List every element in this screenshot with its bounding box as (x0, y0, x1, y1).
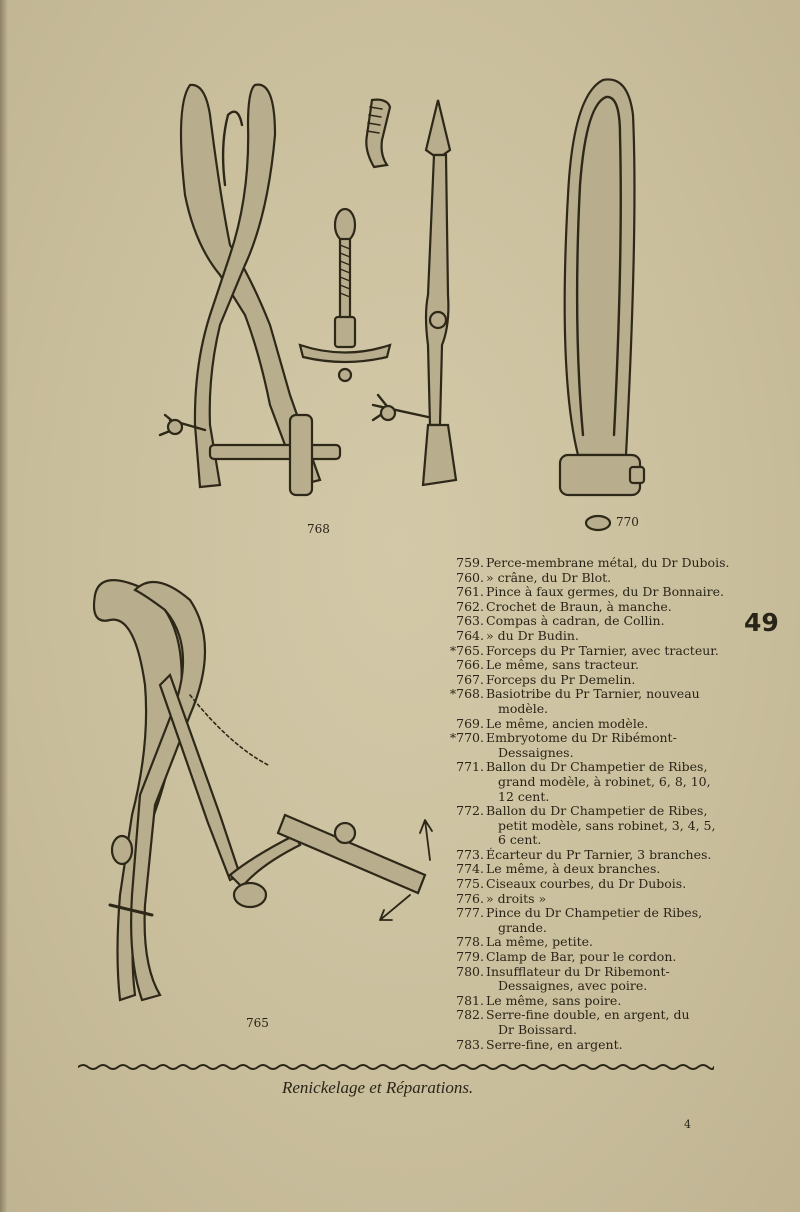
entry-number: 766. (456, 657, 484, 673)
catalog-entry (440, 717, 740, 732)
catalog-entry (440, 600, 740, 615)
entry-continuation: grand modèle, à robinet, 6, 8, 10, (498, 773, 711, 789)
page-spine-shadow (0, 0, 8, 1212)
catalog-entry (440, 556, 740, 571)
entry-number: 772. (456, 803, 484, 819)
catalog-entry (440, 848, 740, 863)
entry-number: 782. (456, 1007, 484, 1023)
catalog-entry (440, 585, 740, 600)
entry-text: » crâne, du Dr Blot. (486, 569, 612, 585)
entry-text: Le même, ancien modèle. (486, 715, 649, 731)
entry-number: 769. (456, 715, 484, 731)
entry-number: 779. (456, 949, 484, 965)
catalog-entry (440, 892, 740, 907)
entry-text: » du Dr Budin. (486, 627, 579, 643)
entry-continuation: petit modèle, sans robinet, 3, 4, 5, (498, 817, 716, 833)
footer-title: Renickelage et Réparations. (282, 1078, 474, 1097)
entry-number: *765. (449, 642, 484, 658)
entry-continuation: 12 cent. (498, 788, 550, 804)
catalog-entry (440, 629, 740, 644)
catalog-entry (440, 687, 740, 716)
entry-number: 775. (456, 876, 484, 892)
entry-continuation: grande. (498, 919, 547, 935)
entry-text: Compas à cadran, de Collin. (486, 613, 665, 629)
catalog-entry (440, 877, 740, 892)
entry-number: 762. (456, 598, 484, 614)
folio-number: 4 (684, 1118, 691, 1131)
entry-text: Le même, sans poire. (486, 992, 622, 1008)
entry-text: Ciseaux courbes, du Dr Dubois. (486, 876, 687, 892)
catalog-entry (440, 935, 740, 950)
wavy-divider-rule (78, 1060, 714, 1074)
catalog-entry (440, 571, 740, 586)
entry-continuation: 6 cent. (498, 832, 542, 848)
entry-text: Le même, à deux branches. (486, 861, 661, 877)
entry-text: Basiotribe du Pr Tarnier, nouveau (486, 686, 700, 702)
entry-number: 760. (456, 569, 484, 585)
entry-number: *770. (449, 730, 484, 746)
entry-text: Le même, sans tracteur. (486, 657, 639, 673)
entry-number: 781. (456, 992, 484, 1008)
catalog-entry (440, 731, 740, 760)
entry-continuation: Dr Boissard. (498, 1022, 577, 1037)
catalog-entry (440, 950, 740, 965)
entry-number: 783. (456, 1036, 484, 1052)
catalog-entry (440, 673, 740, 688)
catalog-entry (440, 1038, 740, 1053)
entry-continuation: Dessaignes, avec poire. (498, 978, 648, 994)
entry-text: Ballon du Dr Champetier de Ribes, (486, 803, 708, 819)
entry-text: Insufflateur du Dr Ribemont- (486, 963, 670, 979)
figure-label-770: 770 (616, 515, 639, 529)
entry-number: 761. (456, 584, 484, 600)
catalog-entry (440, 1008, 740, 1037)
entry-text: » droits » (486, 890, 547, 906)
entry-text: Serre-fine double, en argent, du (486, 1007, 690, 1023)
catalog-entry (440, 994, 740, 1009)
entry-text: Pince du Dr Champetier de Ribes, (486, 905, 703, 921)
entry-text: Écarteur du Pr Tarnier, 3 branches. (486, 846, 712, 862)
catalog-entry (440, 760, 740, 804)
entry-number: *768. (449, 686, 484, 702)
catalog-entry (440, 804, 740, 848)
entry-text: Ballon du Dr Champetier de Ribes, (486, 759, 708, 775)
entry-continuation: modèle. (498, 700, 549, 716)
embryotome-illustration (548, 75, 648, 535)
entry-number: 763. (456, 613, 484, 629)
catalog-entry (440, 906, 740, 935)
catalog-entry (440, 614, 740, 629)
perforator-illustration (368, 95, 478, 495)
entry-number: 773. (456, 846, 484, 862)
catalog-entry-list (440, 556, 740, 1052)
catalog-entry (440, 862, 740, 877)
entry-number: 776. (456, 890, 484, 906)
entry-text: Crochet de Braun, à manche. (486, 598, 672, 614)
entry-text: Forceps du Pr Demelin. (486, 671, 636, 687)
entry-number: 764. (456, 627, 484, 643)
entry-text: Forceps du Pr Tarnier, avec tracteur. (486, 642, 719, 658)
figure-label-765: 765 (246, 1016, 269, 1030)
section-number: 49 (744, 608, 779, 637)
catalog-entry (440, 965, 740, 994)
entry-continuation: Dessaignes. (498, 744, 574, 760)
entry-number: 767. (456, 671, 484, 687)
entry-number: 759. (456, 555, 484, 570)
entry-number: 774. (456, 861, 484, 877)
entry-text: Embryotome du Dr Ribémont- (486, 730, 677, 746)
catalog-entry (440, 644, 740, 659)
entry-number: 778. (456, 934, 484, 950)
entry-text: Clamp de Bar, pour le cordon. (486, 949, 677, 965)
entry-text: Perce-membrane métal, du Dr Dubois. (486, 555, 730, 570)
entry-text: Pince à faux germes, du Dr Bonnaire. (486, 584, 725, 600)
catalog-entry (440, 658, 740, 673)
forceps-tractor-illustration (80, 575, 435, 1015)
entry-text: La même, petite. (486, 934, 593, 950)
figure-label-768: 768 (307, 522, 330, 536)
entry-number: 780. (456, 963, 484, 979)
entry-number: 771. (456, 759, 484, 775)
entry-text: Serre-fine, en argent. (486, 1036, 623, 1052)
entry-number: 777. (456, 905, 484, 921)
